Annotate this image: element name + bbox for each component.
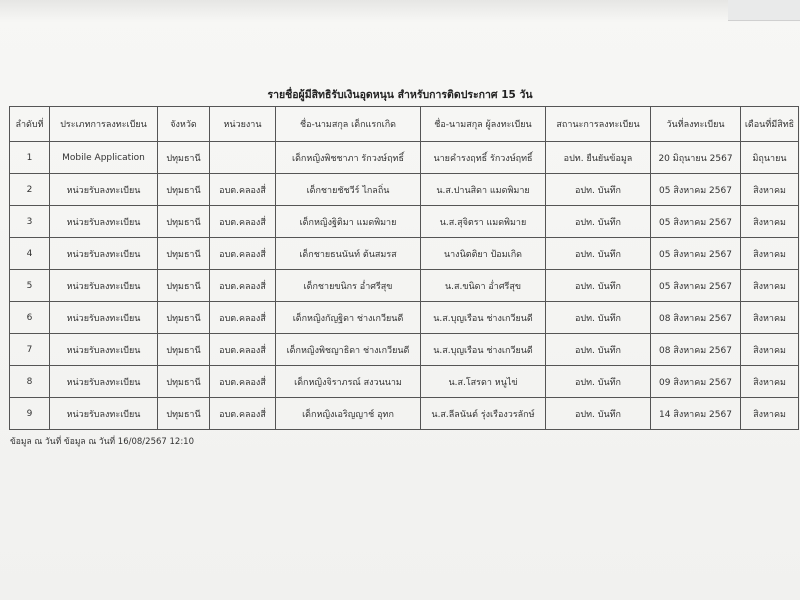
cell-number: 9 — [10, 398, 50, 430]
cell-agency — [210, 142, 276, 174]
cell-status: อปท. บันทึก — [546, 174, 651, 206]
cell-registrant-name: น.ส.ขนิดา อ่ำศรีสุข — [421, 270, 546, 302]
cell-registration-type: หน่วยรับลงทะเบียน — [50, 174, 158, 206]
cell-number: 8 — [10, 366, 50, 398]
cell-agency: อบต.คลองสี่ — [210, 302, 276, 334]
cell-registration-date: 08 สิงหาคม 2567 — [651, 302, 741, 334]
cell-registrant-name: น.ส.บุญเรือน ช่างเกวียนดี — [421, 334, 546, 366]
cell-registration-date: 05 สิงหาคม 2567 — [651, 206, 741, 238]
col-header-child-name: ชื่อ-นามสกุล เด็กแรกเกิด — [276, 107, 421, 142]
col-header-number: ลำดับที่ — [10, 107, 50, 142]
cell-number: 4 — [10, 238, 50, 270]
table-header-row — [10, 107, 799, 142]
cell-registration-type: หน่วยรับลงทะเบียน — [50, 398, 158, 430]
cell-registrant-name: น.ส.โสรดา หนูไข่ — [421, 366, 546, 398]
cell-province: ปทุมธานี — [158, 366, 210, 398]
cell-number: 7 — [10, 334, 50, 366]
cell-status: อปท. ยืนยันข้อมูล — [546, 142, 651, 174]
table-row — [10, 270, 799, 302]
cell-agency: อบต.คลองสี่ — [210, 206, 276, 238]
cell-eligible-month: สิงหาคม — [741, 270, 799, 302]
cell-status: อปท. บันทึก — [546, 334, 651, 366]
table-row — [10, 302, 799, 334]
cell-registration-type: Mobile Application — [50, 142, 158, 174]
cell-province: ปทุมธานี — [158, 398, 210, 430]
cell-registrant-name: น.ส.บุญเรือน ช่างเกวียนดี — [421, 302, 546, 334]
table-row — [10, 238, 799, 270]
cell-registration-type: หน่วยรับลงทะเบียน — [50, 334, 158, 366]
cell-registration-date: 05 สิงหาคม 2567 — [651, 174, 741, 206]
cell-province: ปทุมธานี — [158, 142, 210, 174]
cell-eligible-month: สิงหาคม — [741, 366, 799, 398]
cell-child-name: เด็กหญิงกัญฐิดา ช่างเกวียนดี — [276, 302, 421, 334]
cell-eligible-month: สิงหาคม — [741, 398, 799, 430]
col-header-eligible-month: เดือนที่มีสิทธิ — [741, 107, 799, 142]
cell-child-name: เด็กหญิงพิชชาภา รักวงษ์ฤทธิ์ — [276, 142, 421, 174]
cell-eligible-month: สิงหาคม — [741, 174, 799, 206]
cell-status: อปท. บันทึก — [546, 238, 651, 270]
cell-child-name: เด็กชายขนิกร อ่ำศรีสุข — [276, 270, 421, 302]
cell-agency: อบต.คลองสี่ — [210, 398, 276, 430]
cell-child-name: เด็กชายธนนันท์ ต้นสมรส — [276, 238, 421, 270]
cell-child-name: เด็กหญิงฐิติมา แมดพิมาย — [276, 206, 421, 238]
col-header-province: จังหวัด — [158, 107, 210, 142]
corner-strip — [728, 0, 800, 21]
table-row — [10, 206, 799, 238]
cell-eligible-month: สิงหาคม — [741, 238, 799, 270]
cell-number: 5 — [10, 270, 50, 302]
cell-registration-type: หน่วยรับลงทะเบียน — [50, 366, 158, 398]
cell-agency: อบต.คลองสี่ — [210, 174, 276, 206]
cell-eligible-month: สิงหาคม — [741, 302, 799, 334]
cell-agency: อบต.คลองสี่ — [210, 238, 276, 270]
cell-status: อปท. บันทึก — [546, 302, 651, 334]
table-row — [10, 142, 799, 174]
cell-registrant-name: น.ส.ลีลนันต์ รุ่งเรืองวรลักษ์ — [421, 398, 546, 430]
cell-province: ปทุมธานี — [158, 334, 210, 366]
cell-child-name: เด็กชายชัชวีร์ ไกลถิ่น — [276, 174, 421, 206]
cell-registration-date: 05 สิงหาคม 2567 — [651, 270, 741, 302]
col-header-agency: หน่วยงาน — [210, 107, 276, 142]
cell-registration-date: 20 มิถุนายน 2567 — [651, 142, 741, 174]
table-row — [10, 334, 799, 366]
cell-status: อปท. บันทึก — [546, 270, 651, 302]
cell-registration-date: 08 สิงหาคม 2567 — [651, 334, 741, 366]
cell-registration-date: 09 สิงหาคม 2567 — [651, 366, 741, 398]
col-header-registrant-name: ชื่อ-นามสกุล ผู้ลงทะเบียน — [421, 107, 546, 142]
cell-child-name: เด็กหญิงจิราภรณ์ สงวนนาม — [276, 366, 421, 398]
cell-registration-type: หน่วยรับลงทะเบียน — [50, 270, 158, 302]
subsidy-roster-table — [9, 106, 799, 430]
cell-status: อปท. บันทึก — [546, 398, 651, 430]
cell-status: อปท. บันทึก — [546, 366, 651, 398]
cell-status: อปท. บันทึก — [546, 206, 651, 238]
cell-registrant-name: น.ส.สุจิตรา แมดพิมาย — [421, 206, 546, 238]
cell-child-name: เด็กหญิงเอริญญาช์ อุทก — [276, 398, 421, 430]
cell-registration-type: หน่วยรับลงทะเบียน — [50, 206, 158, 238]
cell-registrant-name: นางนิตติยา ป้อมเกิด — [421, 238, 546, 270]
page-edge-shadow — [0, 0, 800, 22]
cell-number: 6 — [10, 302, 50, 334]
cell-province: ปทุมธานี — [158, 174, 210, 206]
cell-province: ปทุมธานี — [158, 302, 210, 334]
cell-province: ปทุมธานี — [158, 270, 210, 302]
data-timestamp-note: ข้อมูล ณ วันที่ ข้อมูล ณ วันที่ 16/08/2567 12:10 — [10, 437, 194, 447]
cell-registration-date: 05 สิงหาคม 2567 — [651, 238, 741, 270]
cell-eligible-month: มิถุนายน — [741, 142, 799, 174]
cell-registration-date: 14 สิงหาคม 2567 — [651, 398, 741, 430]
cell-number: 1 — [10, 142, 50, 174]
col-header-registration-date: วันที่ลงทะเบียน — [651, 107, 741, 142]
document-title: รายชื่อผู้มีสิทธิรับเงินอุดหนุน สำหรับการติดประกาศ 15 วัน — [267, 89, 533, 101]
cell-eligible-month: สิงหาคม — [741, 206, 799, 238]
cell-province: ปทุมธานี — [158, 206, 210, 238]
cell-eligible-month: สิงหาคม — [741, 334, 799, 366]
cell-registrant-name: นายคำรงฤทธิ์ รักวงษ์ฤทธิ์ — [421, 142, 546, 174]
cell-registrant-name: น.ส.ปานสิดา แมดพิมาย — [421, 174, 546, 206]
cell-province: ปทุมธานี — [158, 238, 210, 270]
table-row — [10, 398, 799, 430]
cell-number: 3 — [10, 206, 50, 238]
cell-child-name: เด็กหญิงพิชญาธิดา ช่างเกวียนดี — [276, 334, 421, 366]
table-row — [10, 366, 799, 398]
col-header-registration-type: ประเภทการลงทะเบียน — [50, 107, 158, 142]
cell-number: 2 — [10, 174, 50, 206]
cell-registration-type: หน่วยรับลงทะเบียน — [50, 238, 158, 270]
cell-registration-type: หน่วยรับลงทะเบียน — [50, 302, 158, 334]
cell-agency: อบต.คลองสี่ — [210, 270, 276, 302]
cell-agency: อบต.คลองสี่ — [210, 334, 276, 366]
col-header-status: สถานะการลงทะเบียน — [546, 107, 651, 142]
table-row — [10, 174, 799, 206]
cell-agency: อบต.คลองสี่ — [210, 366, 276, 398]
